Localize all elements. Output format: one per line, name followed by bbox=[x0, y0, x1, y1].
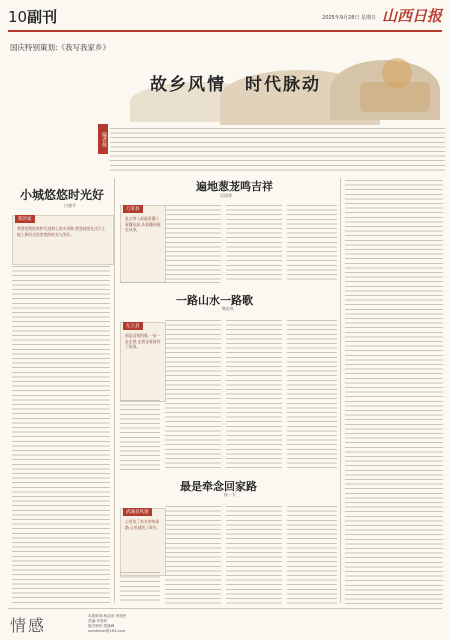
quote-box-label: 万荣县 bbox=[123, 205, 143, 213]
newspaper-logo: 山西日报 bbox=[381, 7, 442, 25]
editor-credits bbox=[88, 614, 126, 634]
article-title: 遍地葱茏鸣吉祥 bbox=[196, 180, 273, 193]
editor-line: 本版策划:杨金萍 李建民 bbox=[88, 614, 127, 618]
article-byline: 吴国荣 bbox=[220, 193, 232, 198]
quote-box-label: 左云县 bbox=[123, 322, 143, 330]
article-quote-box bbox=[12, 215, 114, 265]
footer-rule bbox=[8, 608, 442, 609]
article-body bbox=[287, 205, 337, 280]
quote-box-text: 是万荣人最能看懂人看懂从前,从看懂到现在从来。 bbox=[125, 216, 161, 232]
issue-date: 2025年9月28日 星期日 bbox=[322, 15, 376, 21]
article-body bbox=[120, 400, 160, 470]
column-divider bbox=[114, 178, 115, 603]
editor-line: 责编:李建民 bbox=[88, 619, 108, 623]
article-byline: 杭一夫 bbox=[224, 492, 236, 497]
article-body bbox=[12, 266, 110, 606]
quote-box-label: 我的家 bbox=[15, 215, 35, 223]
quote-box-text: 我要把我的家和写进那么的多风物,我想就把在这片土地上和时光里悠悠的时光与美好。 bbox=[17, 226, 106, 237]
section-word: 情感 bbox=[10, 616, 47, 635]
article-byline: 白建平 bbox=[64, 203, 76, 208]
editor-email: sxrbfukan@163.com bbox=[88, 629, 126, 633]
article-body bbox=[165, 506, 221, 604]
article-quote-box bbox=[120, 508, 166, 576]
article-body bbox=[165, 205, 221, 280]
article-body bbox=[226, 320, 282, 470]
article-body bbox=[287, 506, 337, 604]
article-body bbox=[345, 180, 443, 605]
article-body bbox=[226, 506, 282, 604]
section-name: 副刊 bbox=[27, 8, 58, 26]
article-quote-box bbox=[120, 205, 166, 283]
quote-box-text: 那是喜悦的歌,一步一步走着,走着走着就有了故事。 bbox=[125, 333, 161, 349]
article-body bbox=[120, 572, 160, 604]
page-number bbox=[8, 6, 57, 27]
quote-box-text: 心里装了家乡的每条路,心里就装了故乡。 bbox=[125, 519, 161, 530]
header-rule bbox=[8, 30, 442, 32]
page-header bbox=[0, 0, 450, 36]
article-body bbox=[120, 282, 220, 286]
article-body bbox=[287, 320, 337, 470]
article-title: 小城悠悠时光好 bbox=[20, 188, 105, 202]
editor-line: 版式制作:郑晓峰 bbox=[88, 624, 115, 628]
article-byline: 韩宏旺 bbox=[222, 306, 234, 311]
article-title: 一路山水一路歌 bbox=[176, 294, 253, 307]
article-body bbox=[226, 205, 282, 280]
main-title: 故乡风情 时代脉动 bbox=[150, 75, 321, 95]
intro-text bbox=[110, 128, 445, 172]
quote-box-label: 武城县风貌 bbox=[123, 508, 152, 516]
page-number-value: 10 bbox=[8, 8, 28, 26]
series-line: 国庆特别策划:《我写我家乡》 bbox=[10, 43, 111, 52]
intro-tag: 编者按 bbox=[98, 124, 108, 154]
column-divider bbox=[340, 178, 341, 603]
article-title: 最是牵念回家路 bbox=[180, 480, 257, 493]
article-body bbox=[165, 320, 221, 470]
article-quote-box bbox=[120, 322, 166, 402]
